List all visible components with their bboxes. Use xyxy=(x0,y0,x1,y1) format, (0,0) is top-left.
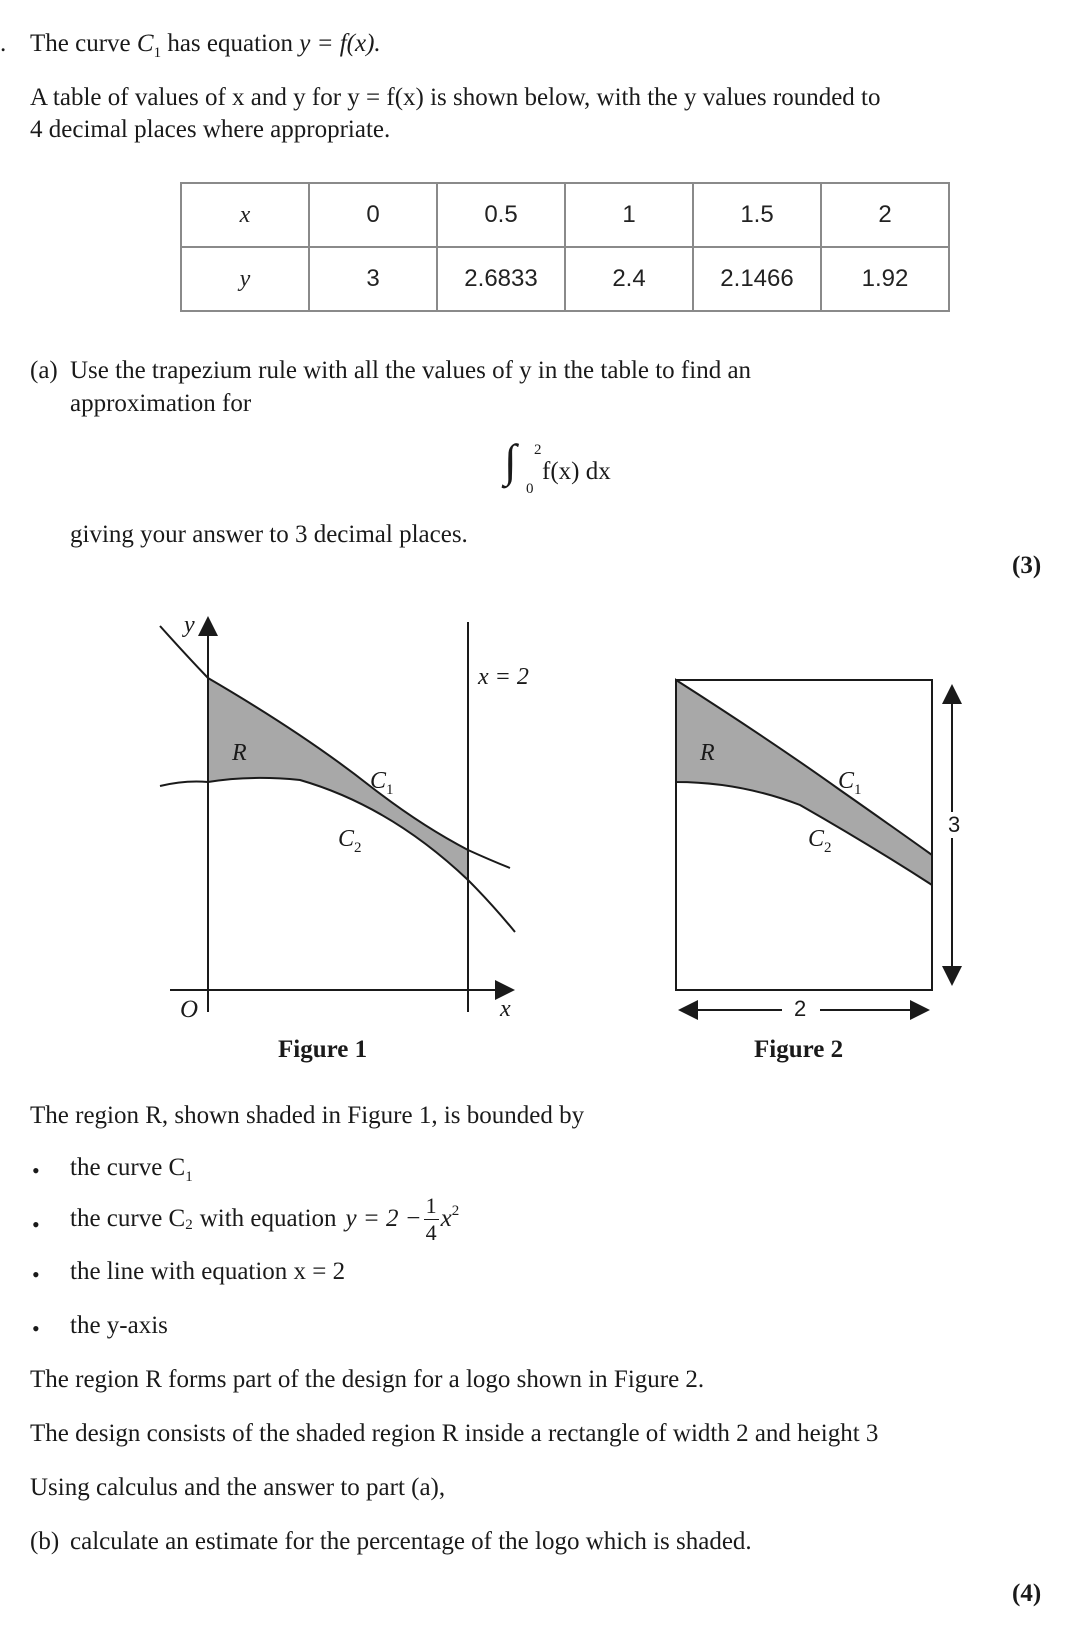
bullet-2-variable: x xyxy=(440,1205,452,1232)
table-x-cell: 1.5 xyxy=(693,183,821,247)
table-intro-line1: A table of values of x and y for y = f(x) is shown below, with the y values rounded to xyxy=(30,84,881,111)
figure2-label-c1 xyxy=(838,768,862,799)
figure2-caption: Figure 2 xyxy=(754,1036,844,1063)
bullet-2-label: the curve C xyxy=(70,1205,186,1232)
region-intro: The region R, shown shaded in Figure 1, is bounded by xyxy=(30,1102,585,1129)
bullet-2-eq-left: y = 2 − xyxy=(345,1205,422,1232)
table-y-cell: 2.4 xyxy=(565,247,693,311)
bullet-3-marker: • xyxy=(32,1262,40,1287)
figure2-label-height: 3 xyxy=(948,812,961,837)
part-a-line1: Use the trapezium rule with all the values of y in the table to find an xyxy=(70,357,752,384)
figure1-label-c2 xyxy=(338,826,362,857)
figure2-c2-letter: C xyxy=(808,826,825,852)
bullet-2-exponent: 2 xyxy=(451,1202,460,1219)
table-intro-line2: 4 decimal places where appropriate. xyxy=(30,116,391,143)
part-b-line3: Using calculus and the answer to part (a), xyxy=(30,1474,446,1501)
bullet-2-marker: • xyxy=(32,1212,40,1237)
table-x-cell: 2 xyxy=(821,183,949,247)
figure1-label-y: y xyxy=(184,612,195,638)
figure2-label-width: 2 xyxy=(794,996,807,1021)
curve-sub: 1 xyxy=(153,45,162,61)
table-y-cell: 2.1466 xyxy=(693,247,821,311)
bullet-3-text: the line with equation x = 2 xyxy=(70,1258,346,1285)
figure2-c2-sub: 2 xyxy=(824,839,832,856)
bullet-1-sub: 1 xyxy=(185,1169,193,1185)
bullet-4-text: the y-axis xyxy=(70,1312,168,1339)
table-y-cell: 2.6833 xyxy=(437,247,565,311)
figure2-label-region: R xyxy=(700,740,715,766)
intro-eq: y = f(x). xyxy=(299,30,381,57)
figure1-c1-letter: C xyxy=(370,768,387,794)
figure2-label-c2 xyxy=(808,826,832,857)
part-b-label: (b) xyxy=(30,1528,60,1555)
bullet-2-numerator: 1 xyxy=(425,1192,437,1218)
bullet-2-sub: 2 xyxy=(185,1216,193,1233)
integral-symbol: ∫ xyxy=(504,435,517,486)
bullet-1-marker: • xyxy=(32,1158,40,1183)
question-number-fragment: . xyxy=(0,30,7,57)
figure1-caption: Figure 1 xyxy=(278,1036,368,1063)
bullet-2-fraction xyxy=(424,1192,439,1245)
figure1-c2-letter: C xyxy=(338,826,355,852)
figure2-region-r xyxy=(676,680,932,885)
table-x-label: x xyxy=(181,183,309,247)
part-b-line2: The design consists of the shaded region R inside a rectangle of width 2 and height 3 xyxy=(30,1420,879,1447)
figure1-label-region: R xyxy=(232,740,247,766)
part-a-line3: giving your answer to 3 decimal places. xyxy=(70,521,468,548)
table-x-cell: 1 xyxy=(565,183,693,247)
bullet-4-marker: • xyxy=(32,1316,40,1341)
part-a-line2: approximation for xyxy=(70,390,252,417)
table-x-cell: 0 xyxy=(309,183,437,247)
bullet-2-text xyxy=(70,1184,459,1254)
table-y-cell: 1.92 xyxy=(821,247,949,311)
bullet-1-text xyxy=(70,1154,193,1186)
curve-name: C xyxy=(136,30,154,57)
bullet-2-denominator: 4 xyxy=(425,1219,437,1245)
table-y-label: y xyxy=(181,247,309,311)
bullet-1-label: the curve C xyxy=(70,1154,186,1181)
figure1-label-line: x = 2 xyxy=(478,664,529,690)
part-b-marks: (4) xyxy=(1012,1580,1042,1607)
figure1-c1-sub: 1 xyxy=(386,781,394,798)
part-b-line1: The region R forms part of the design for a logo shown in Figure 2. xyxy=(30,1366,705,1393)
figure1-label-origin: O xyxy=(180,996,199,1023)
part-a-label: (a) xyxy=(30,357,58,384)
figure2-c1-sub: 1 xyxy=(854,781,862,798)
table-y-cell: 3 xyxy=(309,247,437,311)
intro-pre: The curve xyxy=(30,30,131,57)
integral-lower-limit: 0 xyxy=(526,481,534,497)
figure1-label-c1 xyxy=(370,768,394,799)
bullet-2-mid: with equation xyxy=(199,1205,337,1232)
part-a-marks: (3) xyxy=(1012,552,1042,579)
integrand: f(x) dx xyxy=(542,458,611,485)
integral-upper-limit: 2 xyxy=(534,442,542,458)
table-x-cell: 0.5 xyxy=(437,183,565,247)
figure1-c2-sub: 2 xyxy=(354,839,362,856)
figure1-label-x: x xyxy=(500,996,511,1022)
figure2-c1-letter: C xyxy=(838,768,855,794)
intro-post: has equation xyxy=(167,30,293,57)
part-b-line4: calculate an estimate for the percentage of the logo which is shaded. xyxy=(70,1528,752,1555)
